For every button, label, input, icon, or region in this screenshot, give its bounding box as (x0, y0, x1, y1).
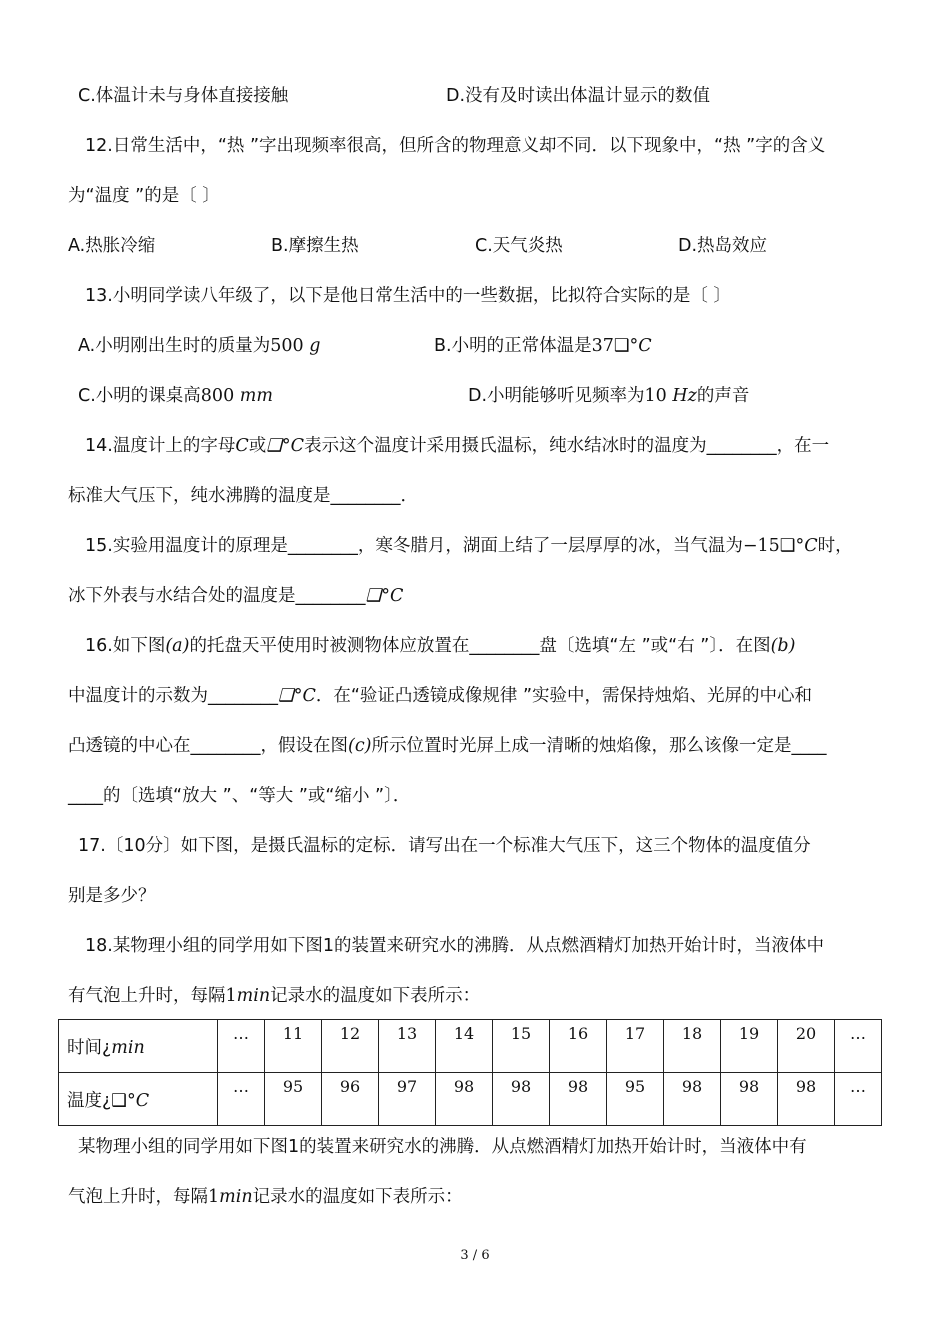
table-cell: 98 (721, 1073, 778, 1126)
table-cell: … (835, 1020, 882, 1073)
q13-option-a (78, 334, 320, 358)
table-cell: 17 (607, 1020, 664, 1073)
table-cell: 20 (778, 1020, 835, 1073)
q18-l2-unit: min (236, 986, 271, 1006)
q13-option-a-unit: g (309, 336, 321, 356)
table-cell: 98 (493, 1073, 550, 1126)
table-cell: 12 (322, 1020, 379, 1073)
temperature-table (58, 1019, 882, 1126)
q15-value: −15❑ (742, 536, 796, 556)
q13-option-b-value: 37❑ (591, 336, 630, 356)
q18-line2 (68, 984, 480, 1008)
table-cell: 98 (664, 1073, 721, 1126)
table-cell: 95 (265, 1073, 322, 1126)
table-header-time-label: 时间¿ (67, 1037, 112, 1058)
q16-l2-text-b: ．在“验证凸透镜成像规律 ”实验中，需保持烛焰、光屏的中心和 (315, 686, 813, 706)
q17-line1: 17.〔10分〕如下图，是摄氏温标的定标．请写出在一个标准大气压下，这三个物体的温度值分 (78, 836, 811, 856)
table-cell: … (218, 1020, 265, 1073)
q13-option-c-text: C.小明的课桌高 (78, 386, 201, 406)
table-row-time (59, 1020, 882, 1073)
q16-l2-unit: ❑°C (278, 686, 316, 706)
table-cell: 16 (550, 1020, 607, 1073)
q13-option-d-value: 10 (644, 386, 667, 406)
q12-stem-line2: 为“温度 ”的是〔 〕 (68, 186, 220, 206)
repeat-l2-value: 1 (208, 1187, 220, 1207)
q14-line1 (85, 434, 829, 458)
q18-l2-text-a: 有气泡上升时，每隔 (68, 986, 226, 1006)
table-cell: 97 (379, 1073, 436, 1126)
q14-text-b: 或 (248, 436, 267, 456)
q16-line4: ____的〔选填“放大 ”、“等大 ”或“缩小 ”〕． (68, 786, 411, 806)
q16-l3-text-a: 凸透镜的中心在________，假设在图 (68, 736, 348, 756)
table-cell: 14 (436, 1020, 493, 1073)
q12-option-a: A.热胀冷缩 (68, 236, 156, 256)
table-row-temperature (59, 1073, 882, 1126)
q16-line3 (68, 734, 826, 758)
repeat-line1: 某物理小组的同学用如下图1的装置来研究水的沸腾．从点燃酒精灯加热开始计时，当液体中有 (78, 1137, 807, 1157)
repeat-line2 (68, 1185, 463, 1209)
q13-option-a-text: A.小明刚出生时的质量为 (78, 336, 271, 356)
q13-stem: 13.小明同学读八年级了，以下是他日常生活中的一些数据，比拟符合实际的是〔 〕 (85, 286, 731, 306)
q13-option-b-unit: °C (629, 336, 652, 356)
q12-stem-line1: 12.日常生活中，“热 ”字出现频率很高，但所含的物理意义却不同．以下现象中，“热 ”字的含义 (85, 136, 826, 156)
q15-line1 (85, 534, 853, 558)
q12-option-b: B.摩擦生热 (271, 236, 359, 256)
q15-text-a: 15.实验用温度计的原理是________，寒冬腊月，湖面上结了一层厚厚的冰，当气温为 (85, 536, 743, 556)
q16-l1-fig-b: (b) (770, 636, 796, 656)
table-header-time (59, 1020, 218, 1073)
q12-option-c: C.天气炎热 (475, 236, 563, 256)
q16-l2-text-a: 中温度计的示数为________ (68, 686, 278, 706)
q13-option-a-value: 500 (270, 336, 304, 356)
q16-l3-text-b: 所示位置时光屏上成一清晰的烛焰像，那么该像一定是____ (371, 736, 827, 756)
q13-option-b-text: B.小明的正常体温是 (434, 336, 592, 356)
page-number: 3 / 6 (460, 1248, 490, 1263)
q18-line1: 18.某物理小组的同学用如下图1的装置来研究水的沸腾．从点燃酒精灯加热开始计时，当液体中 (85, 936, 824, 956)
table-header-temperature (59, 1073, 218, 1126)
q15-text-b: 时， (817, 536, 853, 556)
q15-line2-text: 冰下外表与水结合处的温度是________ (68, 586, 366, 606)
table-cell: 11 (265, 1020, 322, 1073)
q18-l2-text-b: 记录水的温度如下表所示： (270, 986, 481, 1006)
table-cell: 96 (322, 1073, 379, 1126)
q13-option-d (468, 384, 749, 408)
q13-option-c-value: 800 (200, 386, 235, 406)
table-cell: 15 (493, 1020, 550, 1073)
q15-line2-unit: ❑°C (365, 586, 404, 606)
q14-symbol-degc: ❑°C (266, 436, 305, 456)
repeat-l2-unit: min (219, 1187, 253, 1207)
q14-text-c: 表示这个温度计采用摄氏温标，纯水结冰时的温度为________，在一 (304, 436, 830, 456)
table-cell: 18 (664, 1020, 721, 1073)
table-cell: 98 (778, 1073, 835, 1126)
repeat-l2-text-a: 气泡上升时，每隔 (68, 1187, 208, 1207)
q14-text-a: 14.温度计上的字母 (85, 436, 236, 456)
q18-l2-value: 1 (225, 986, 237, 1006)
table-cell: … (218, 1073, 265, 1126)
q11-option-c: C.体温计未与身体直接接触 (78, 86, 289, 106)
q13-option-d-unit: Hz (672, 386, 697, 406)
table-cell: … (835, 1073, 882, 1126)
table-header-temp-label: 温度¿❑ (67, 1090, 127, 1111)
q15-unit: °C (795, 536, 818, 556)
q17-line2: 别是多少？ (68, 886, 156, 906)
table-cell: 19 (721, 1020, 778, 1073)
q14-symbol-c: C (235, 436, 249, 456)
q16-line2 (68, 684, 812, 708)
q12-option-d: D.热岛效应 (678, 236, 768, 256)
q13-option-c-unit: mm (239, 386, 273, 406)
q13-option-c (78, 384, 273, 408)
q16-l1-text-a: 16.如下图 (85, 636, 166, 656)
q13-option-b (434, 334, 652, 358)
q16-line1 (85, 634, 795, 658)
q11-option-d: D.没有及时读出体温计显示的数值 (446, 86, 711, 106)
table-cell: 98 (436, 1073, 493, 1126)
repeat-l2-text-b: 记录水的温度如下表所示： (252, 1187, 463, 1207)
q14-line2: 标准大气压下，纯水沸腾的温度是________． (68, 486, 418, 506)
table-header-time-unit: min (111, 1037, 145, 1058)
q16-l1-text-b: 的托盘天平使用时被测物体应放置在________盘〔选填“左 ”或“右 ”〕．在图 (189, 636, 771, 656)
q16-l1-fig-a: (a) (165, 636, 190, 656)
table-header-temp-unit: °C (126, 1090, 150, 1111)
q13-option-d-text: D.小明能够听见频率为 (468, 386, 645, 406)
q15-line2 (68, 584, 403, 608)
q13-option-d-tail: 的声音 (696, 386, 750, 406)
q16-l3-fig-c: (c) (348, 736, 372, 756)
table-cell: 98 (550, 1073, 607, 1126)
table-cell: 95 (607, 1073, 664, 1126)
table-cell: 13 (379, 1020, 436, 1073)
